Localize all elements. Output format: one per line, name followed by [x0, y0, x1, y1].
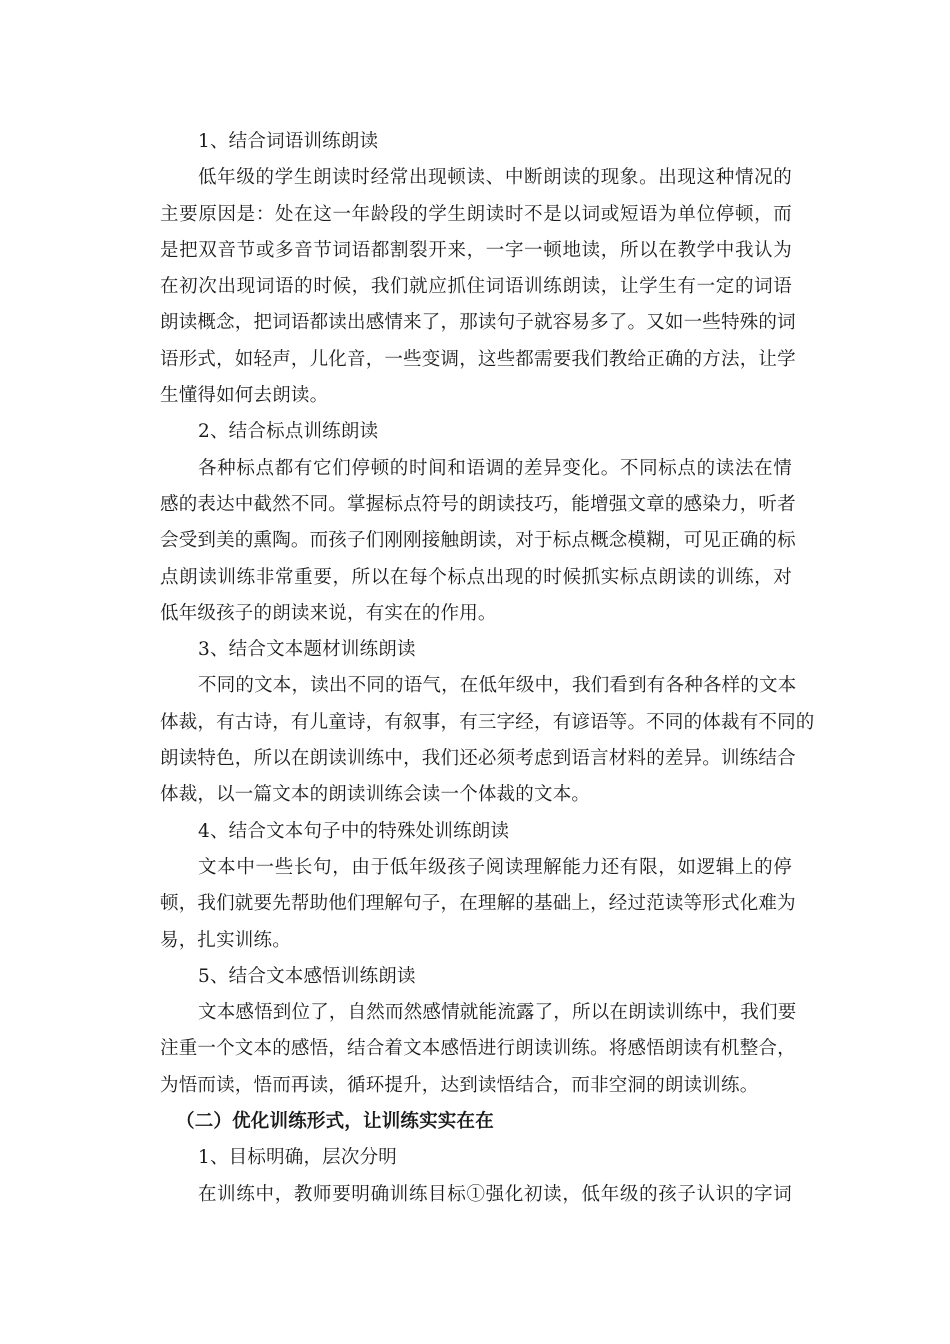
paragraph-1-line-4: 在初次出现词语的时候，我们就应抓住词语训练朗读，让学生有一定的词语	[160, 276, 792, 298]
paragraph-3-line-4: 体裁，以一篇文本的朗读训练会读一个体裁的文本。	[160, 784, 591, 806]
paragraph-4-line-3: 易，扎实训练。	[160, 929, 291, 951]
paragraph-1-line-2: 主要原因是：处在这一年龄段的学生朗读时不是以词或短语为单位停顿，而	[160, 203, 792, 225]
paragraph-1-line-7: 生懂得如何去朗读。	[160, 385, 329, 407]
paragraph-2-line-2: 感的表达中截然不同。掌握标点符号的朗读技巧，能增强文章的感染力，听者	[160, 493, 796, 515]
paragraph-1-line-6: 语形式，如轻声，儿化音，一些变调，这些都需要我们教给正确的方法，让学	[160, 348, 796, 370]
document-body	[160, 124, 815, 1213]
paragraph-3-line-3: 朗读特色，所以在朗读训练中，我们还必须考虑到语言材料的差异。训练结合	[160, 748, 796, 770]
paragraph-2-line-5: 低年级孩子的朗读来说，有实在的作用。	[160, 602, 497, 624]
paragraph-2-line-4: 点朗读训练非常重要，所以在每个标点出现的时候抓实标点朗读的训练，对	[160, 566, 792, 588]
heading-1: 1、结合词语训练朗读	[198, 131, 379, 152]
heading-4: 4、结合文本句子中的特殊处训练朗读	[198, 820, 510, 842]
paragraph-3-line-2: 体裁，有古诗，有儿童诗，有叙事，有三字经，有谚语等。不同的体裁有不同的	[160, 711, 815, 733]
heading-3: 3、结合文本题材训练朗读	[198, 639, 416, 661]
section-heading-2: （二）优化训练形式，让训练实实在在	[176, 1111, 494, 1133]
paragraph-4-line-1: 文本中一些长句，由于低年级孩子阅读理解能力还有限，如逻辑上的停	[198, 856, 792, 878]
paragraph-5-line-2: 注重一个文本的感悟，结合着文本感悟进行朗读训练。将感悟朗读有机整合，	[160, 1038, 796, 1060]
paragraph-1-line-3: 是把双音节或多音节词语都割裂开来，一字一顿地读，所以在教学中我认为	[160, 239, 792, 261]
heading-5: 5、结合文本感悟训练朗读	[198, 965, 416, 987]
paragraph-1-line-5: 朗读概念，把词语都读出感情来了，那读句子就容易多了。又如一些特殊的词	[160, 312, 796, 334]
heading-2: 2、结合标点训练朗读	[198, 421, 379, 443]
paragraph-2-line-3: 会受到美的熏陶。而孩子们刚刚接触朗读，对于标点概念模糊，可见正确的标	[160, 530, 796, 552]
paragraph-3-line-1: 不同的文本，读出不同的语气，在低年级中，我们看到有各种各样的文本	[198, 675, 797, 697]
paragraph-2-line-1: 各种标点都有它们停顿的时间和语调的差异变化。不同标点的读法在情	[198, 457, 792, 479]
paragraph-6-line-1: 在训练中，教师要明确训练目标①强化初读，低年级的孩子认识的字词	[198, 1183, 792, 1205]
subheading-1: 1、目标明确，层次分明	[198, 1147, 397, 1169]
paragraph-5-line-3: 为悟而读，悟而再读，循环提升，达到读悟结合，而非空洞的朗读训练。	[160, 1074, 759, 1096]
paragraph-4-line-2: 顿，我们就要先帮助他们理解句子，在理解的基础上，经过范读等形式化难为	[160, 893, 796, 915]
paragraph-1-line-1: 低年级的学生朗读时经常出现顿读、中断朗读的现象。出现这种情况的	[198, 167, 792, 189]
paragraph-5-line-1: 文本感悟到位了，自然而然感情就能流露了，所以在朗读训练中，我们要	[198, 1002, 797, 1024]
